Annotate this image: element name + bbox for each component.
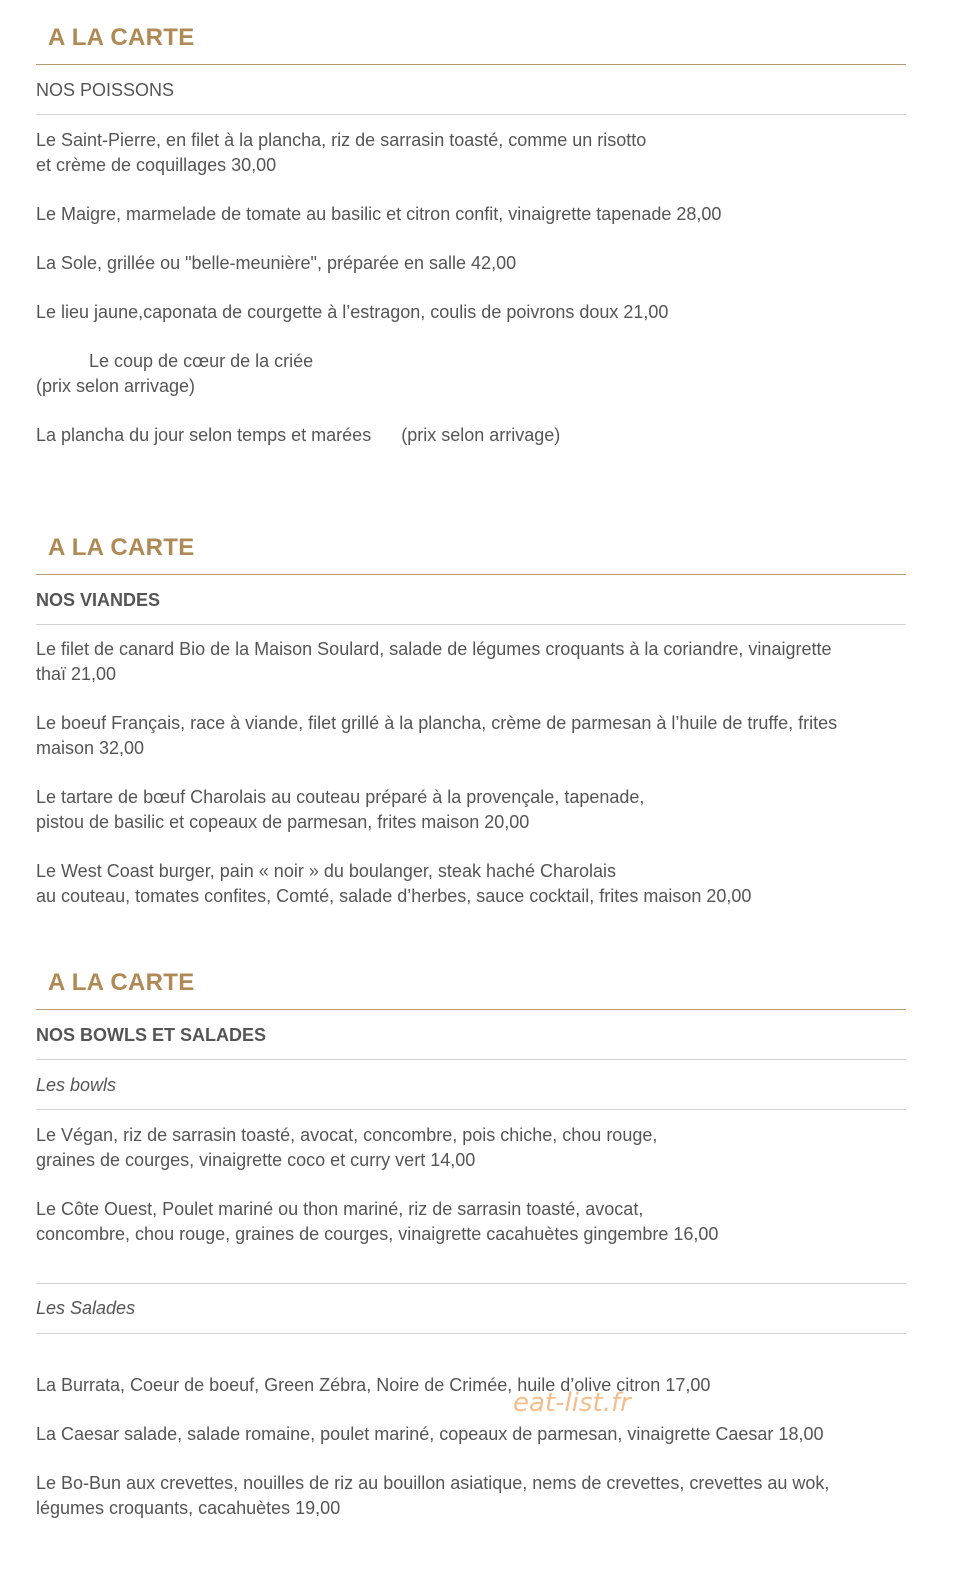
divider bbox=[36, 1059, 906, 1060]
menu-item bbox=[36, 423, 906, 448]
menu-item-line: maison 32,00 bbox=[36, 738, 145, 758]
menu-item-line: Le coup de cœur de la criée bbox=[89, 351, 314, 371]
section-title: A LA CARTE bbox=[48, 534, 195, 561]
menu-item-line: thaï 21,00 bbox=[36, 664, 117, 684]
menu-item-line: concombre, chou rouge, graines de courges, vinaigrette cacahuètes gingembre 16,00 bbox=[36, 1224, 719, 1244]
menu-item bbox=[36, 785, 906, 835]
divider bbox=[36, 624, 906, 625]
menu-item-line: Le filet de canard Bio de la Maison Soulard, salade de légumes croquants à la coriandre, vinaigrette bbox=[36, 639, 832, 659]
menu-item bbox=[36, 711, 906, 761]
watermark: eat-list.fr bbox=[513, 1388, 631, 1418]
menu-item-line: La Caesar salade, salade romaine, poulet mariné, copeaux de parmesan, vinaigrette Caesar 18,00 bbox=[36, 1424, 824, 1444]
menu-item bbox=[36, 202, 906, 227]
menu-item-line: Le Bo-Bun aux crevettes, nouilles de riz au bouillon asiatique, nems de crevettes, crevettes au wok, bbox=[36, 1473, 830, 1493]
menu-item-line: La Sole, grillée ou "belle-meunière", préparée en salle 42,00 bbox=[36, 253, 517, 273]
menu-item-line: La plancha du jour selon temps et marées (prix selon arrivage) bbox=[36, 425, 561, 445]
menu-item-line: graines de courges, vinaigrette coco et curry vert 14,00 bbox=[36, 1150, 476, 1170]
section-title: A LA CARTE bbox=[48, 969, 195, 996]
menu-item-line: et crème de coquillages 30,00 bbox=[36, 155, 277, 175]
menu-item-line: Le West Coast burger, pain « noir » du boulanger, steak haché Charolais bbox=[36, 861, 617, 881]
divider bbox=[36, 1009, 906, 1010]
divider bbox=[36, 1333, 906, 1334]
menu-item bbox=[36, 128, 906, 178]
menu-item-line: pistou de basilic et copeaux de parmesan, frites maison 20,00 bbox=[36, 812, 530, 832]
menu-item bbox=[36, 859, 906, 909]
menu-item-line: légumes croquants, cacahuètes 19,00 bbox=[36, 1498, 341, 1518]
menu-item-line: La Burrata, Coeur de boeuf, Green Zébra, Noire de Crimée, huile d’olive citron 17,00 bbox=[36, 1375, 711, 1395]
menu-item-line: Le Végan, riz de sarrasin toasté, avocat, concombre, pois chiche, chou rouge, bbox=[36, 1125, 658, 1145]
menu-item bbox=[36, 1197, 906, 1247]
menu-item bbox=[36, 300, 906, 325]
divider bbox=[36, 1283, 906, 1284]
menu-item-line: Le Saint-Pierre, en filet à la plancha, riz de sarrasin toasté, comme un risotto bbox=[36, 130, 647, 150]
section-heading: NOS VIANDES bbox=[36, 590, 161, 610]
menu-item-line: Le boeuf Français, race à viande, filet grillé à la plancha, crème de parmesan à l’huile de truffe, frites bbox=[36, 713, 838, 733]
section-heading: NOS BOWLS ET SALADES bbox=[36, 1025, 267, 1045]
menu-item bbox=[36, 251, 906, 276]
subsection-heading: Les bowls bbox=[36, 1075, 117, 1095]
menu-item bbox=[36, 1471, 906, 1521]
divider bbox=[36, 1109, 906, 1110]
section-title: A LA CARTE bbox=[48, 24, 195, 51]
menu-item-line: Le Côte Ouest, Poulet mariné ou thon mariné, riz de sarrasin toasté, avocat, bbox=[36, 1199, 644, 1219]
menu-item-line: Le lieu jaune,caponata de courgette à l’estragon, coulis de poivrons doux 21,00 bbox=[36, 302, 669, 322]
menu-item bbox=[36, 1422, 906, 1447]
menu-item bbox=[36, 1373, 906, 1398]
menu-item-line: Le tartare de bœuf Charolais au couteau préparé à la provençale, tapenade, bbox=[36, 787, 645, 807]
subsection-heading: Les Salades bbox=[36, 1298, 136, 1318]
menu-item bbox=[36, 1123, 906, 1173]
menu-item bbox=[36, 637, 906, 687]
menu-item-line: (prix selon arrivage) bbox=[36, 376, 196, 396]
divider bbox=[36, 114, 906, 115]
menu-item bbox=[36, 349, 906, 399]
menu-item-line: Le Maigre, marmelade de tomate au basilic et citron confit, vinaigrette tapenade 28,00 bbox=[36, 204, 722, 224]
menu-item-line: au couteau, tomates confites, Comté, salade d’herbes, sauce cocktail, frites maison 20,00 bbox=[36, 886, 752, 906]
divider bbox=[36, 574, 906, 575]
divider bbox=[36, 64, 906, 65]
section-heading: NOS POISSONS bbox=[36, 80, 175, 100]
